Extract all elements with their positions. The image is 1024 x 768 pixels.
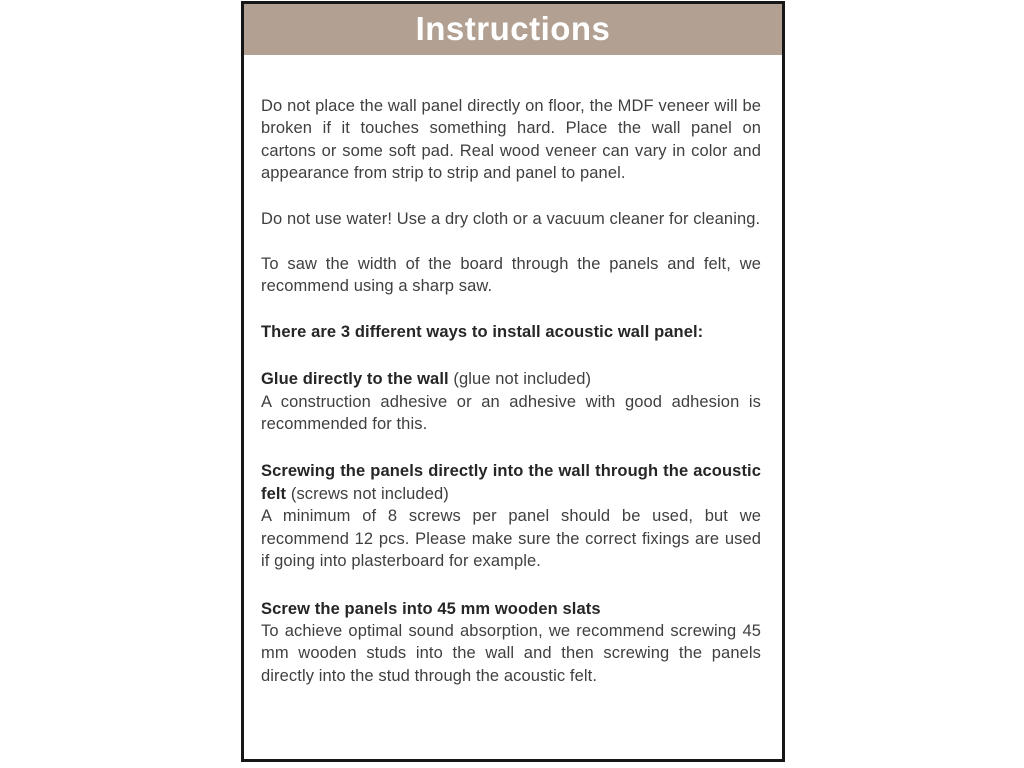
method-note: (glue not included) <box>453 370 592 389</box>
method-title-line <box>261 598 761 620</box>
method-body: A minimum of 8 screws per panel should be used, but we recommend 12 pcs. Please make sure the correct fixings are used if going into plasterboard for example. <box>261 507 761 571</box>
install-methods-heading: There are 3 different ways to install acoustic wall panel: <box>261 322 704 341</box>
instruction-sheet <box>241 1 785 762</box>
method-screw-slats <box>261 598 761 688</box>
intro-paragraph-cleaning: Do not use water! Use a dry cloth or a vacuum cleaner for cleaning. <box>261 209 761 228</box>
method-title-line <box>261 460 761 505</box>
intro-paragraph-sawing: To saw the width of the board through the panels and felt, we recommend using a sharp saw. <box>261 255 761 296</box>
method-title: Glue directly to the wall <box>261 370 449 389</box>
method-body: To achieve optimal sound absorption, we recommend screwing 45 mm wooden studs into the wall and then screwing the panels directly into the stud through the acoustic felt. <box>261 621 761 685</box>
method-screw-wall <box>261 460 761 572</box>
method-title: Screwing the panels directly into the wall through the acoustic felt <box>261 462 761 503</box>
method-glue <box>261 368 761 435</box>
sheet-header <box>244 4 782 55</box>
intro-paragraph-placement: Do not place the wall panel directly on floor, the MDF veneer will be broken if it touches something hard. Place the wall panel on cartons or some soft pad. Real wood veneer can vary in color and appearance from strip to strip and panel to panel. <box>261 97 761 183</box>
method-body: A construction adhesive or an adhesive with good adhesion is recommended for this. <box>261 392 761 434</box>
method-note: (screws not included) <box>290 484 449 503</box>
method-title-line <box>261 368 761 390</box>
sheet-body <box>244 55 782 687</box>
method-title: Screw the panels into 45 mm wooden slats <box>261 599 601 618</box>
page-title: Instructions <box>415 10 611 47</box>
